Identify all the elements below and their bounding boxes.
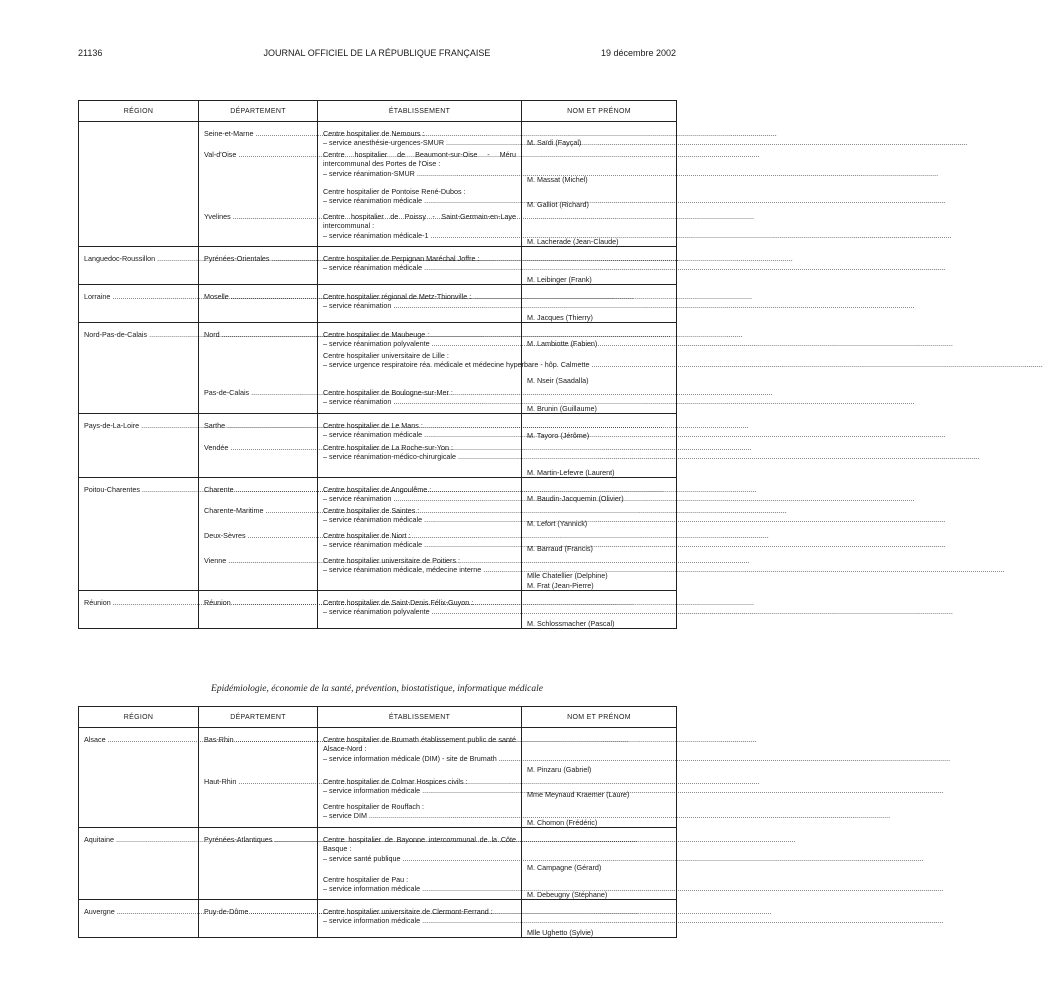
region-cell <box>79 122 199 247</box>
departement-block <box>204 828 312 872</box>
departement-label: Réunion ..... <box>204 598 312 607</box>
service-label: – service information médicale ..... <box>323 786 516 795</box>
departement-cell <box>199 728 318 828</box>
etablissement-cell <box>318 828 522 900</box>
departement-label: Moselle ..... <box>204 292 312 301</box>
person-name: Mlle Ughetto (Sylvie) <box>527 927 594 937</box>
table-row <box>79 414 677 478</box>
etablissement-cell <box>318 285 522 323</box>
service-label: – service santé publique ..... <box>323 854 516 863</box>
person-name: M. Baudin-Jacquemin (Olivier) <box>527 493 624 503</box>
table-row <box>79 728 677 828</box>
person-name: M. Nseir (Saadalla) <box>527 375 589 385</box>
etablissement-block <box>323 900 516 937</box>
etablissement-text: Centre hospitalier de Angoulême : <box>323 485 432 494</box>
region-label: Lorraine ..... <box>84 292 193 301</box>
etablissement-block <box>323 285 516 322</box>
region-label: Poitou-Charentes ..... <box>84 485 193 494</box>
col-header-departement: DÉPARTEMENT <box>199 101 318 122</box>
region-cell <box>79 247 199 285</box>
departement-label: Vendée ..... <box>204 443 312 452</box>
table-row <box>79 285 677 323</box>
departement-block <box>204 184 312 209</box>
etablissement-block <box>323 728 516 774</box>
etablissement-cell <box>318 247 522 285</box>
nom-cell <box>522 122 677 247</box>
person-name: Mlle Chatellier (Delphine) <box>527 571 608 581</box>
etablissement-text: Centre hospitalier de Rouffach : <box>323 802 424 811</box>
region-label: Pays-de-La-Loire ..... <box>84 421 193 430</box>
departement-label: Charente ..... <box>204 485 312 494</box>
etablissement-text: Centre hospitalier de Nemours : <box>323 129 425 138</box>
person-name: M. Tayoro (Jérôme) <box>527 430 590 440</box>
etablissement-block <box>323 799 516 827</box>
person-name: M. Lacherade (Jean-Claude) <box>527 236 619 246</box>
service-label: – service réanimation-SMUR ..... <box>323 169 516 178</box>
departement-cell <box>199 323 318 414</box>
etablissement-text: Centre hospitalier de Colmar Hospices civils : <box>323 777 468 786</box>
table-row <box>79 323 677 414</box>
service-label: – service réanimation médicale, médecine interne ..... <box>323 565 516 574</box>
departement-block <box>204 799 312 827</box>
region-label: Languedoc-Roussillon ..... <box>84 254 193 263</box>
departement-block <box>204 591 312 628</box>
departement-block <box>204 503 312 528</box>
region-cell <box>79 414 199 478</box>
departement-block <box>204 385 312 413</box>
etablissement-text: Centre hospitalier universitaire de Poitiers : <box>323 556 461 565</box>
service-label: – service réanimation médicale ..... <box>323 540 516 549</box>
table-row <box>79 828 677 900</box>
departement-block <box>204 774 312 799</box>
person-name: M. Leibinger (Frank) <box>527 274 592 284</box>
departement-block <box>204 553 312 590</box>
departement-label: Pyrénées-Atlantiques ..... <box>204 835 312 844</box>
service-label: – service DIM ..... <box>323 811 516 820</box>
departement-label: Puy-de-Dôme ..... <box>204 907 312 916</box>
person-name: M. Chomon (Frédéric) <box>527 817 598 827</box>
departement-cell <box>199 478 318 591</box>
etablissement-cell <box>318 122 522 247</box>
departement-label: Haut-Rhin ..... <box>204 777 312 786</box>
person-name: Mme Meynaud Kraemer (Laure) <box>527 789 630 799</box>
person-name: M. Massat (Michel) <box>527 174 588 184</box>
service-label: – service réanimation médicale-1 ..... <box>323 231 516 240</box>
departement-cell <box>199 247 318 285</box>
departement-label: Seine-et-Marne ..... <box>204 129 312 138</box>
departement-cell <box>199 591 318 629</box>
departement-cell <box>199 900 318 938</box>
service-label: – service réanimation-médico-chirurgicale ..... <box>323 452 516 461</box>
issue-date: 19 décembre 2002 <box>600 48 676 58</box>
departement-block <box>204 478 312 503</box>
etablissement-text: Centre hospitalier de Saint-Denis Félix-Guyon : <box>323 598 474 607</box>
col-header-departement: DÉPARTEMENT <box>199 707 318 728</box>
service-label: – service réanimation médicale ..... <box>323 430 516 439</box>
etablissement-text: Centre hospitalier de Maubeuge : <box>323 330 430 339</box>
person-name: M. Brunin (Guillaume) <box>527 403 597 413</box>
departement-label: Nord ..... <box>204 330 312 339</box>
col-header-etablissement: ÉTABLISSEMENT <box>318 707 522 728</box>
etablissement-text: Centre hospitalier de La Roche-sur-Yon : <box>323 443 453 452</box>
service-label: – service information médicale ..... <box>323 884 516 893</box>
departement-block <box>204 348 312 385</box>
col-header-nom-prenom: NOM ET PRÉNOM <box>522 101 677 122</box>
departement-label: Deux-Sèvres ..... <box>204 531 312 540</box>
region-cell <box>79 591 199 629</box>
etablissement-text: Centre hospitalier de Beaumont-sur-Oise - Méru intercommunal des Portes de l'Oise : <box>323 150 516 169</box>
departement-cell <box>199 828 318 900</box>
departement-block <box>204 147 312 184</box>
region-cell <box>79 900 199 938</box>
person-name: M. Pinzaru (Gabriel) <box>527 764 592 774</box>
table-row <box>79 591 677 629</box>
etablissement-block <box>323 184 516 209</box>
etablissement-text: Centre hospitalier de Le Mans : <box>323 421 423 430</box>
service-label: – service réanimation ..... <box>323 494 516 503</box>
service-label: – service réanimation ..... <box>323 301 516 310</box>
departement-label: Sarthe ..... <box>204 421 312 430</box>
etablissement-text: Centre hospitalier de Pau : <box>323 875 409 884</box>
col-header-nom-prenom: NOM ET PRÉNOM <box>522 707 677 728</box>
table-row <box>79 122 677 247</box>
region-label: Auvergne ..... <box>84 907 193 916</box>
departement-block <box>204 122 312 147</box>
departement-block <box>204 414 312 440</box>
appointments-table-1 <box>78 100 677 629</box>
col-header-etablissement: ÉTABLISSEMENT <box>318 101 522 122</box>
service-label: – service réanimation ..... <box>323 397 516 406</box>
etablissement-text: Centre hospitalier de Niort : <box>323 531 411 540</box>
departement-block <box>204 247 312 284</box>
table-header-row <box>79 707 677 728</box>
person-name: M. Galliot (Richard) <box>527 199 589 209</box>
appointments-table-2 <box>78 706 677 938</box>
departement-label: Vienne ..... <box>204 556 312 565</box>
table-row <box>79 247 677 285</box>
etablissement-text: Centre hospitalier universitaire de Lille : <box>323 351 449 360</box>
region-cell <box>79 478 199 591</box>
service-label: – service anesthésie-urgences-SMUR ..... <box>323 138 516 147</box>
departement-cell <box>199 414 318 478</box>
departement-block <box>204 900 312 937</box>
departement-block <box>204 209 312 246</box>
page-header <box>78 48 676 62</box>
person-name: M. Jacques (Thierry) <box>527 312 593 322</box>
etablissement-block <box>323 872 516 899</box>
etablissement-text: Centre hospitalier de Perpignan Maréchal Joffre : <box>323 254 480 263</box>
departement-label: Pyrénées-Orientales ..... <box>204 254 312 263</box>
region-label: Aquitaine ..... <box>84 835 193 844</box>
service-label: – service réanimation polyvalente ..... <box>323 607 516 616</box>
etablissement-text: Centre hospitalier de Bayonne intercommunal de la Côte Basque : <box>323 835 516 854</box>
etablissement-cell <box>318 900 522 938</box>
etablissement-block <box>323 147 516 184</box>
departement-block <box>204 872 312 899</box>
etablissement-block <box>323 209 516 246</box>
etablissement-text: – service information médicale (DIM) - site de Brumath ..... <box>323 754 516 763</box>
col-header-region: RÉGION <box>79 707 199 728</box>
person-name: M. Lefort (Yannick) <box>527 518 588 528</box>
person-name: M. Barraud (Francis) <box>527 543 593 553</box>
service-label: – service réanimation médicale ..... <box>323 196 516 205</box>
departement-cell <box>199 285 318 323</box>
etablissement-text: Centre hospitalier de Poissy - Saint-Germain-en-Laye intercommunal : <box>323 212 516 231</box>
departement-cell <box>199 122 318 247</box>
table-row <box>79 478 677 591</box>
departement-block <box>204 440 312 477</box>
person-name: M. Saïdi (Fayçal) <box>527 137 582 147</box>
region-cell <box>79 323 199 414</box>
person-name: M. Martin-Lefevre (Laurent) <box>527 467 615 477</box>
etablissement-text: Centre hospitalier de Boulogne-sur-Mer : <box>323 388 453 397</box>
region-cell <box>79 285 199 323</box>
etablissement-block <box>323 591 516 628</box>
etablissement-text: – service urgence respiratoire réa. médicale et médecine hyperbare - hôp. Calmette ..... <box>323 360 516 369</box>
departement-label: Val-d'Oise ..... <box>204 150 312 159</box>
departement-label: Yvelines ..... <box>204 212 312 221</box>
table-row <box>79 900 677 938</box>
etablissement-text: Centre hospitalier universitaire de Clermont-Ferrand : <box>323 907 493 916</box>
region-cell <box>79 828 199 900</box>
etablissement-text: Centre hospitalier de Brumath établissement public de santé Alsace-Nord : <box>323 735 516 754</box>
col-header-region: RÉGION <box>79 101 199 122</box>
page-number: 21136 <box>78 48 103 58</box>
journal-title: JOURNAL OFFICIEL DE LA RÉPUBLIQUE FRANÇAISE <box>263 48 491 58</box>
etablissement-text: Centre hospitalier de Pontoise René-Dubos : <box>323 187 466 196</box>
section-title: Epidémiologie, économie de la santé, prévention, biostatistique, informatique médicale <box>211 684 543 694</box>
region-label: Réunion ..... <box>84 598 193 607</box>
departement-block <box>204 285 312 322</box>
person-name: M. Schlossmacher (Pascal) <box>527 618 615 628</box>
departement-label: Pas-de-Calais ..... <box>204 388 312 397</box>
departement-label: Charente-Maritime ..... <box>204 506 312 515</box>
etablissement-block <box>323 828 516 872</box>
departement-block <box>204 323 312 348</box>
etablissement-block <box>323 247 516 284</box>
service-label: – service information médicale ..... <box>323 916 516 925</box>
person-name: M. Lambiotte (Fabien) <box>527 338 598 348</box>
region-label: Nord-Pas-de-Calais ..... <box>84 330 193 339</box>
etablissement-text: Centre hospitalier de Saintes : <box>323 506 420 515</box>
etablissement-cell <box>318 591 522 629</box>
person-name: M. Frat (Jean-Pierre) <box>527 580 594 590</box>
table-header-row <box>79 101 677 122</box>
service-label: – service réanimation médicale ..... <box>323 515 516 524</box>
departement-label: Bas-Rhin ..... <box>204 735 312 744</box>
departement-block <box>204 528 312 553</box>
service-label: – service réanimation médicale ..... <box>323 263 516 272</box>
person-name: M. Campagne (Gérard) <box>527 862 602 872</box>
person-name: M. Debeugny (Stéphane) <box>527 889 608 899</box>
region-cell <box>79 728 199 828</box>
etablissement-text: Centre hospitalier régional de Metz-Thionville : <box>323 292 472 301</box>
departement-block <box>204 728 312 774</box>
service-label: – service réanimation polyvalente ..... <box>323 339 516 348</box>
region-label: Alsace ..... <box>84 735 193 744</box>
